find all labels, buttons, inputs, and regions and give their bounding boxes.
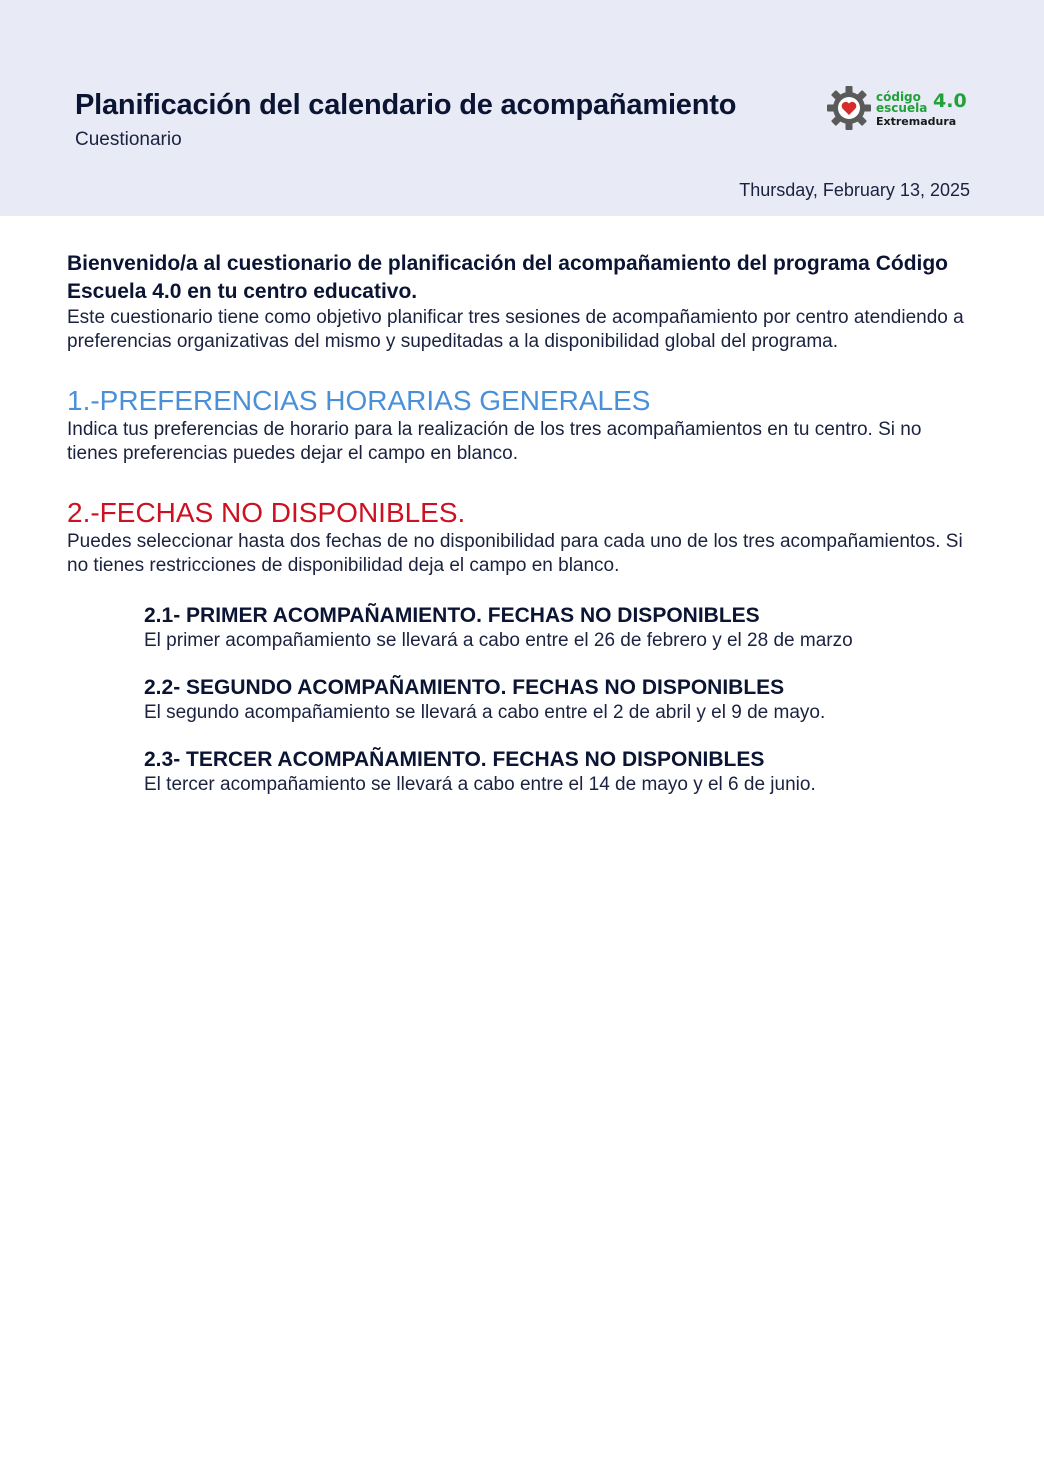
main-content (67, 250, 967, 796)
page-title: Planificación del calendario de acompañamiento (75, 89, 737, 121)
section-title-preferencias: 1.-PREFERENCIAS HORARIAS GENERALES (67, 385, 651, 416)
logo-text-region: Extremadura (876, 115, 957, 128)
page-subtitle: Cuestionario (75, 129, 182, 150)
subsection-list (67, 602, 967, 796)
subsection-tercer (144, 746, 967, 796)
subsection-segundo (144, 674, 967, 724)
subsection-primer (144, 602, 967, 652)
subsection-title: 2.2- SEGUNDO ACOMPAÑAMIENTO. FECHAS NO DISPONIBLES (144, 676, 785, 699)
page-header (0, 0, 1044, 216)
subsection-text: El primer acompañamiento se llevará a cabo entre el 26 de febrero y el 28 de marzo (144, 630, 853, 651)
subsection-title: 2.3- TERCER ACOMPAÑAMIENTO. FECHAS NO DISPONIBLES (144, 748, 765, 771)
intro-heading: Bienvenido/a al cuestionario de planificación del acompañamiento del programa Código Escuela 4.0 en tu centro educativo. (67, 252, 949, 303)
logo-text-escuela: escuela (876, 101, 928, 115)
document-date: Thursday, February 13, 2025 (739, 180, 970, 200)
gear-heart-icon (827, 86, 871, 130)
subsection-text: El segundo acompañamiento se llevará a cabo entre el 2 de abril y el 9 de mayo. (144, 702, 826, 723)
section-text-fechas: Puedes seleccionar hasta dos fechas de no disponibilidad para cada uno de los tres acompañamientos. Si no tienes restricciones de disponibilidad deja el campo en blanco. (67, 531, 963, 576)
intro-text: Este cuestionario tiene como objetivo planificar tres sesiones de acompañamiento por centro atendiendo a preferencias organizativas del mismo y supeditadas a la disponibilidad global del programa. (67, 307, 964, 352)
logo-text-version: 4.0 (933, 90, 967, 112)
section-text-preferencias: Indica tus preferencias de horario para la realización de los tres acompañamientos en tu centro. Si no tienes preferencias puedes dejar el campo en blanco. (67, 419, 922, 464)
subsection-text: El tercer acompañamiento se llevará a cabo entre el 14 de mayo y el 6 de junio. (144, 774, 816, 795)
subsection-title: 2.1- PRIMER ACOMPAÑAMIENTO. FECHAS NO DISPONIBLES (144, 604, 760, 627)
section-title-fechas: 2.-FECHAS NO DISPONIBLES. (67, 497, 466, 528)
logo-text-codigo: código (876, 90, 921, 104)
logo (826, 84, 976, 132)
